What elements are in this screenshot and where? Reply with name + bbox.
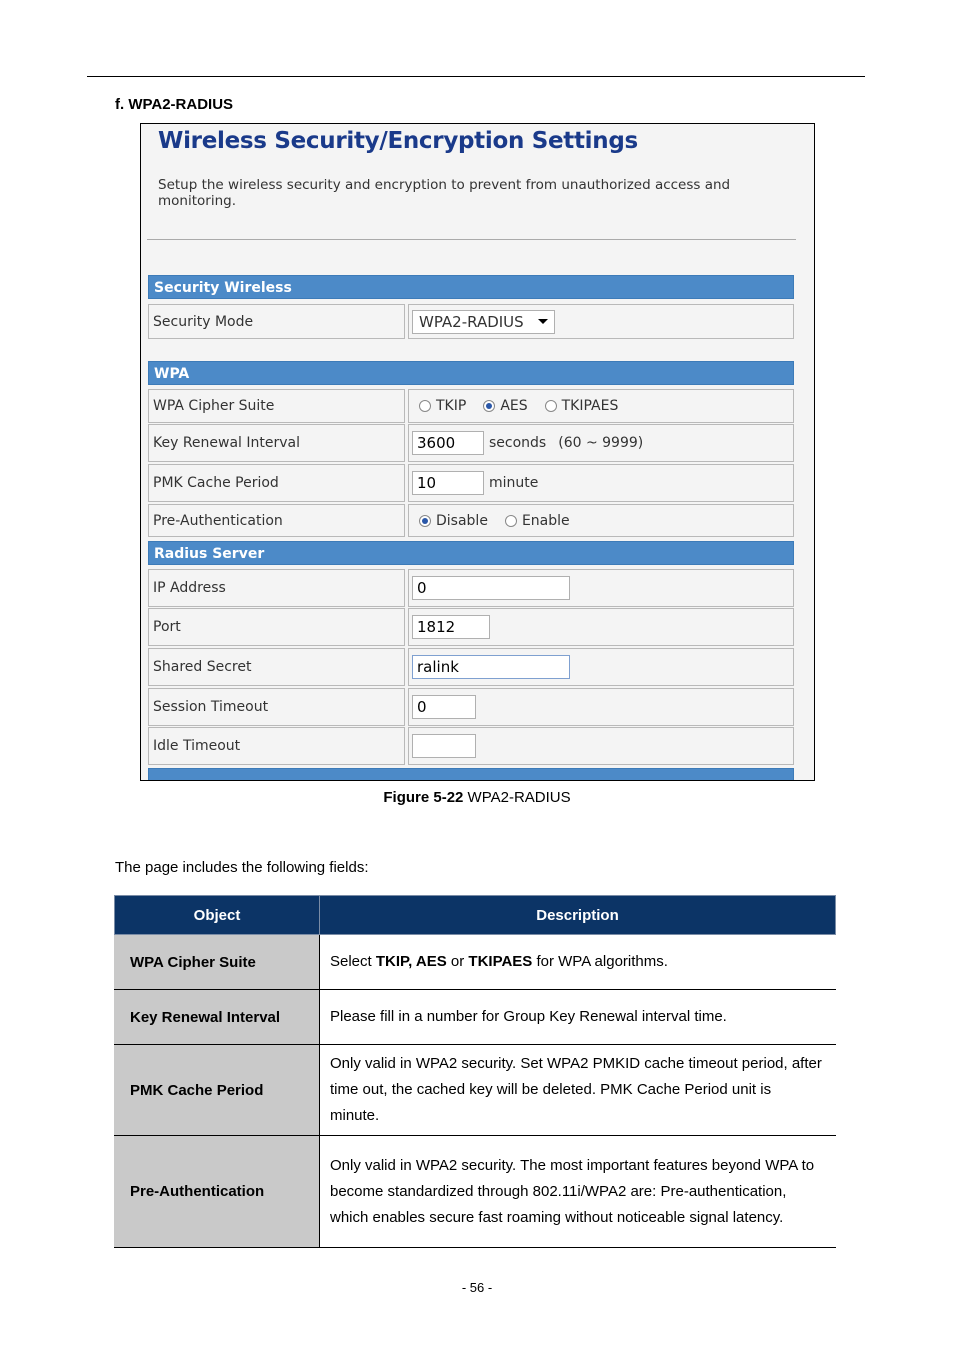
description-cell: Only valid in WPA2 security. The most important features beyond WPA to become standardized through 802.11i/WPA2 are: Pre-authentication, which enables secure fast roaming without noticeable signal latency. (320, 1136, 836, 1248)
intro-text: The page includes the following fields: (115, 859, 369, 876)
table-row (115, 990, 836, 1045)
chevron-down-icon (538, 319, 548, 324)
cipher-tkip[interactable]: TKIP (412, 398, 466, 414)
port-row (148, 608, 794, 646)
cipher-row (148, 389, 794, 423)
table-row (115, 1045, 836, 1136)
divider (147, 239, 796, 240)
radio-icon (505, 515, 517, 527)
ip-input[interactable]: 0 (412, 576, 570, 600)
preauth-row (148, 504, 794, 537)
figure-caption: Figure 5-22 WPA2-RADIUS (383, 789, 571, 806)
description-cell: Only valid in WPA2 security. Set WPA2 PMKID cache timeout period, after time out, the cached key will be deleted. PMK Cache Period unit is minute. (320, 1045, 836, 1136)
idle-input[interactable] (412, 734, 476, 758)
security-mode-label: Security Mode (148, 304, 405, 339)
table-header-row (115, 896, 836, 935)
table-row (115, 935, 836, 990)
column-header: Description (320, 896, 836, 935)
key-renewal-input[interactable]: 3600 (412, 431, 484, 455)
secret-label: Shared Secret (148, 648, 405, 686)
column-header: Object (115, 896, 320, 935)
key-renewal-range: (60 ~ 9999) (558, 435, 644, 451)
screenshot-figure (140, 123, 815, 781)
radius-header: Radius Server (148, 541, 794, 565)
session-input[interactable]: 0 (412, 695, 476, 719)
radio-icon (545, 400, 557, 412)
wpa-header: WPA (148, 361, 794, 385)
description-cell: Select TKIP, AES or TKIPAES for WPA algorithms. (320, 935, 836, 990)
preauth-enable[interactable]: Enable (498, 513, 570, 529)
table-row (115, 1136, 836, 1248)
settings-description: Setup the wireless security and encryption to prevent from unauthorized access and monitoring. (158, 177, 731, 209)
preauth-disable[interactable]: Disable (412, 513, 488, 529)
key-renewal-label: Key Renewal Interval (148, 424, 405, 462)
radio-selected-icon (483, 400, 495, 412)
description-cell: Please fill in a number for Group Key Renewal interval time. (320, 990, 836, 1045)
ip-row (148, 569, 794, 607)
object-cell: WPA Cipher Suite (115, 935, 320, 990)
cipher-tkipaes[interactable]: TKIPAES (538, 398, 619, 414)
section-heading: f. WPA2-RADIUS (115, 96, 234, 113)
object-cell: Key Renewal Interval (115, 990, 320, 1045)
port-label: Port (148, 608, 405, 646)
cipher-aes[interactable]: AES (476, 398, 527, 414)
page-number: - 56 - (461, 1280, 493, 1295)
radio-selected-icon (419, 515, 431, 527)
port-input[interactable]: 1812 (412, 615, 490, 639)
key-renewal-row (148, 424, 794, 462)
idle-label: Idle Timeout (148, 727, 405, 765)
preauth-label: Pre-Authentication (148, 504, 405, 537)
secret-input[interactable]: ralink (412, 655, 570, 679)
object-cell: PMK Cache Period (115, 1045, 320, 1136)
footer-bar (148, 768, 794, 781)
pmk-label: PMK Cache Period (148, 464, 405, 502)
fields-table (114, 895, 836, 1248)
security-wireless-header: Security Wireless (148, 275, 794, 299)
ip-label: IP Address (148, 569, 405, 607)
session-label: Session Timeout (148, 688, 405, 726)
radio-icon (419, 400, 431, 412)
key-renewal-unit: seconds (489, 435, 547, 451)
cipher-label: WPA Cipher Suite (148, 389, 405, 423)
top-rule (87, 76, 865, 77)
object-cell: Pre-Authentication (115, 1136, 320, 1248)
idle-row (148, 727, 794, 765)
session-row (148, 688, 794, 726)
secret-row (148, 648, 794, 686)
security-mode-select[interactable]: WPA2-RADIUS (412, 310, 555, 334)
pmk-row (148, 464, 794, 502)
pmk-input[interactable]: 10 (412, 471, 484, 495)
settings-title: Wireless Security/Encryption Settings (158, 128, 638, 154)
security-mode-row (148, 304, 794, 339)
pmk-unit: minute (489, 475, 539, 491)
